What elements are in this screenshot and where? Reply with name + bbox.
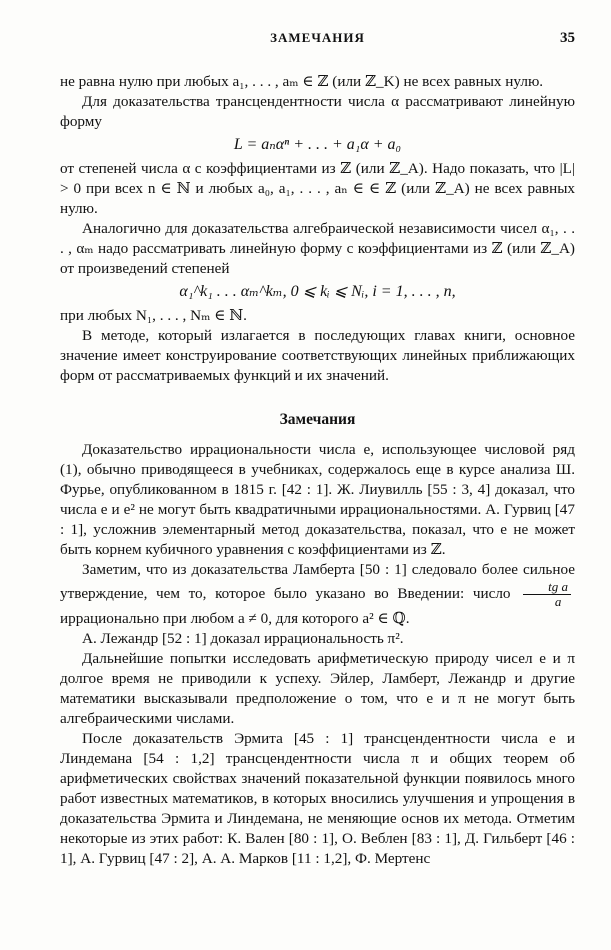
- section-heading: Замечания: [279, 411, 356, 428]
- fraction: [523, 580, 571, 609]
- fraction-numerator: tg a: [523, 580, 571, 595]
- page-number: 35: [560, 30, 575, 46]
- paragraph: После доказательств Эрмита [45 : 1] трансцендентности числа e и Линдемана [54 : 1,2] трансцендентности числа π и общих теорем об арифметических свойствах значений показательной функции появилось много работ известных математиков, в которых вносились улучшения и упрощения в доказательства Эрмита и Линдемана, не меняющие основ их метода. Отметим некоторые из этих работ: К. Вален [80 : 1], О. Веблен [83 : 1], Д. Гильберт [46 : 1], А. Гурвиц [47 : 2], А. А. Марков [11 : 1,2], Ф. Мертенс: [60, 730, 575, 867]
- paragraph: А. Лежандр [52 : 1] доказал иррациональность π².: [82, 630, 404, 647]
- formula-linear-form: L = aₙαⁿ + . . . + a₁α + a₀: [233, 136, 402, 153]
- page-body: [60, 72, 575, 869]
- paragraph: при любых N₁, . . . , Nₘ ∈ ℕ.: [60, 307, 247, 324]
- paragraph: Доказательство иррациональности числа e, использующее числовой ряд (1), обычно приводящееся в учебниках, содержалось еще в курсе анализа Ш. Фурье, опубликованном в 1815 г. [42 : 1]. Ж. Лиувилль [55 : 3, 4] доказал, что числа e и e² не могут быть квадратичными иррациональностями. А. Гурвиц [47 : 1], усложнив элементарный метод доказательства, показал, что e не может быть корнем кубичного уравнения с коэффициентами из ℤ.: [60, 441, 575, 558]
- paragraph: Дальнейшие попытки исследовать арифметическую природу чисел e и π долгое время не приводили к успеху. Эйлер, Ламберт, Лежандр и другие математики высказывали предположение о том, что e и π не могут быть алгебраическими числами.: [60, 650, 575, 727]
- paragraph: не равна нулю при любых a₁, . . . , aₘ ∈ ℤ (или ℤ_K) не всех равных нулю.: [60, 73, 544, 90]
- paragraph: Для доказательства трансцендентности числа α рассматривают линейную форму: [60, 93, 575, 130]
- running-title: ЗАМЕЧАНИЯ: [270, 30, 365, 45]
- paragraph: В методе, который излагается в последующих главах книги, основное значение имеет конструирование соответствующих линейных приближающих форм от рассматриваемых функций и их значений.: [60, 327, 575, 384]
- paragraph: от степеней числа α с коэффициентами из ℤ (или ℤ_A). Надо показать, что |L| > 0 при всех n ∈ ℕ и любых a₀, a₁, . . . , aₙ ∈ ∈ ℤ (или ℤ_A) не всех равных нулю.: [60, 160, 575, 217]
- paragraph: [60, 560, 575, 629]
- paragraph-text: Заметим, что из доказательства Ламберта [50 : 1] следовало более сильное утверждение, чем то, которое было указано во Введении: число: [60, 561, 575, 602]
- page-header: [60, 30, 575, 52]
- fraction-denominator: a: [554, 594, 562, 609]
- formula-product-of-powers: α₁^k₁ . . . αₘ^kₘ, 0 ⩽ kᵢ ⩽ Nᵢ, i = 1, . . . , n,: [179, 283, 456, 300]
- paragraph: Аналогично для доказательства алгебраической независимости чисел α₁, . . . , αₘ надо рассматривать линейную форму с коэффициентами из ℤ (или ℤ_A) от произведений степеней: [60, 220, 575, 277]
- paragraph-text: иррационально при любом a ≠ 0, для которого a² ∈ ℚ.: [60, 610, 410, 627]
